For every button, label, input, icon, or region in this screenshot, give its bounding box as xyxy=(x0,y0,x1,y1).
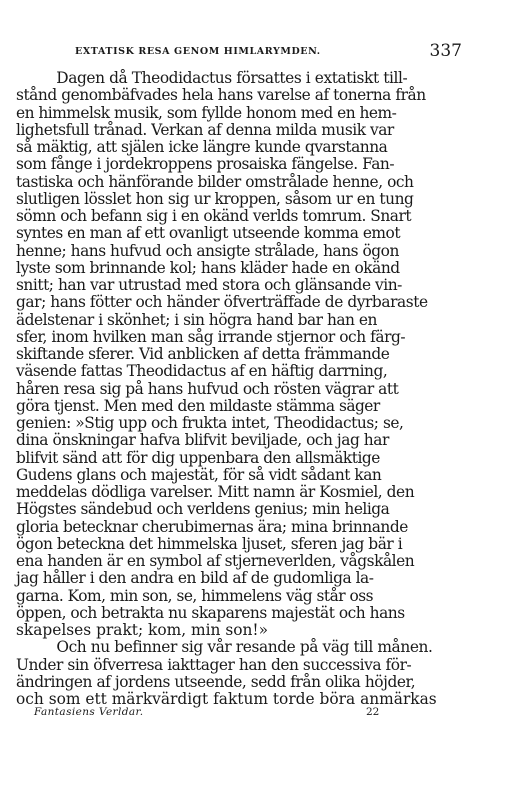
text-line: lighetsfull trånad. Verkan af denna milda musik var xyxy=(16,120,394,139)
text-line: ena handen är en symbol af stjerneverlden, vågskålen xyxy=(16,552,415,570)
text-line: slutligen lösslet hon sig ur kroppen, såsom ur en tung xyxy=(16,189,414,208)
text-line: så mäktig, att själen icke längre kunde qvarstanna xyxy=(16,138,388,156)
text-line: meddelas dödliga varelser. Mitt namn är Kosmiel, den xyxy=(16,483,415,501)
text-line: öppen, och betrakta nu skaparens majestät och hans xyxy=(16,603,405,622)
text-line: Gudens glans och majestät, för så vidt sådant kan xyxy=(16,465,382,484)
text-line: håren resa sig på hans hufvud och rösten vägrar att xyxy=(16,379,399,398)
footer-signature-number: 22 xyxy=(366,706,380,718)
text-line: gloria betecknar cherubimernas ära; mina brinnande xyxy=(16,517,408,536)
text-line: och som ett märkvärdigt faktum torde böra anmärkas xyxy=(16,690,437,708)
text-line: Högstes sändebud och verldens genius; min heliga xyxy=(16,500,390,519)
text-line: tastiska och hänförande bilder omstrålade henne, och xyxy=(16,172,414,191)
text-line: henne; hans hufvud och ansigte strålade, hans ögon xyxy=(16,241,399,260)
text-line: göra tjenst. Men med den mildaste stämma säger xyxy=(16,396,380,415)
text-line: blifvit sänd att för dig uppenbara den allsmäktige xyxy=(16,448,380,467)
text-line: lyste som brinnande kol; hans kläder hade en okänd xyxy=(16,258,400,277)
text-line: gar; hans fötter och händer öfverträffade de dyrbaraste xyxy=(16,293,428,312)
text-line: syntes en man af ett ovanligt utseende komma emot xyxy=(16,224,401,243)
text-line: som fånge i jordekroppens prosaiska fängelse. Fan- xyxy=(16,155,395,174)
text-line: sömn och befann sig i en okänd verlds tomrum. Snart xyxy=(16,207,412,225)
footer-signature: Fantasiens Verldar. xyxy=(34,706,144,718)
text-line: garna. Kom, min son, se, himmelens väg står oss xyxy=(16,586,374,605)
text-line: Och nu befinner sig vår resande på väg till månen. xyxy=(16,638,433,657)
running-head: EXTATISK RESA GENOM HIMLARYMDEN. xyxy=(75,46,321,57)
text-line: genien: »Stig upp och frukta intet, Theodidactus; se, xyxy=(16,414,404,432)
text-line: ädelstenar i skönhet; i sin högra hand bar han en xyxy=(16,310,377,329)
text-line: sfer, inom hvilken man såg irrande stjernor och färg- xyxy=(16,327,406,346)
body-text xyxy=(16,70,512,708)
text-line: dina önskningar hafva blifvit beviljade, och jag har xyxy=(16,431,389,450)
text-line: stånd genombäfvades hela hans varelse af tonerna från xyxy=(16,86,426,105)
text-line: ändringen af jordens utseende, sedd från olika höjder, xyxy=(16,672,416,691)
text-line: skiftande sferer. Vid anblicken af detta främmande xyxy=(16,345,390,363)
text-line: skapelses prakt; kom, min son!» xyxy=(16,621,269,639)
text-line: Under sin öfverresa iakttager han den successiva för- xyxy=(16,655,412,674)
text-line: väsende fattas Theodidactus af en häftig darrning, xyxy=(16,362,388,381)
text-line: ögon beteckna det himmelska ljuset, sferen jag bär i xyxy=(16,534,403,553)
text-line: snitt; han var utrustad med stora och glänsande vin- xyxy=(16,276,402,294)
text-line: jag håller i den andra en bild af de gudomliga la- xyxy=(16,569,374,588)
text-line: Dagen då Theodidactus försattes i extatiskt till- xyxy=(16,69,408,87)
page-number: 337 xyxy=(429,41,462,61)
text-line: en himmelsk musik, som fyllde honom med en hem- xyxy=(16,103,397,122)
